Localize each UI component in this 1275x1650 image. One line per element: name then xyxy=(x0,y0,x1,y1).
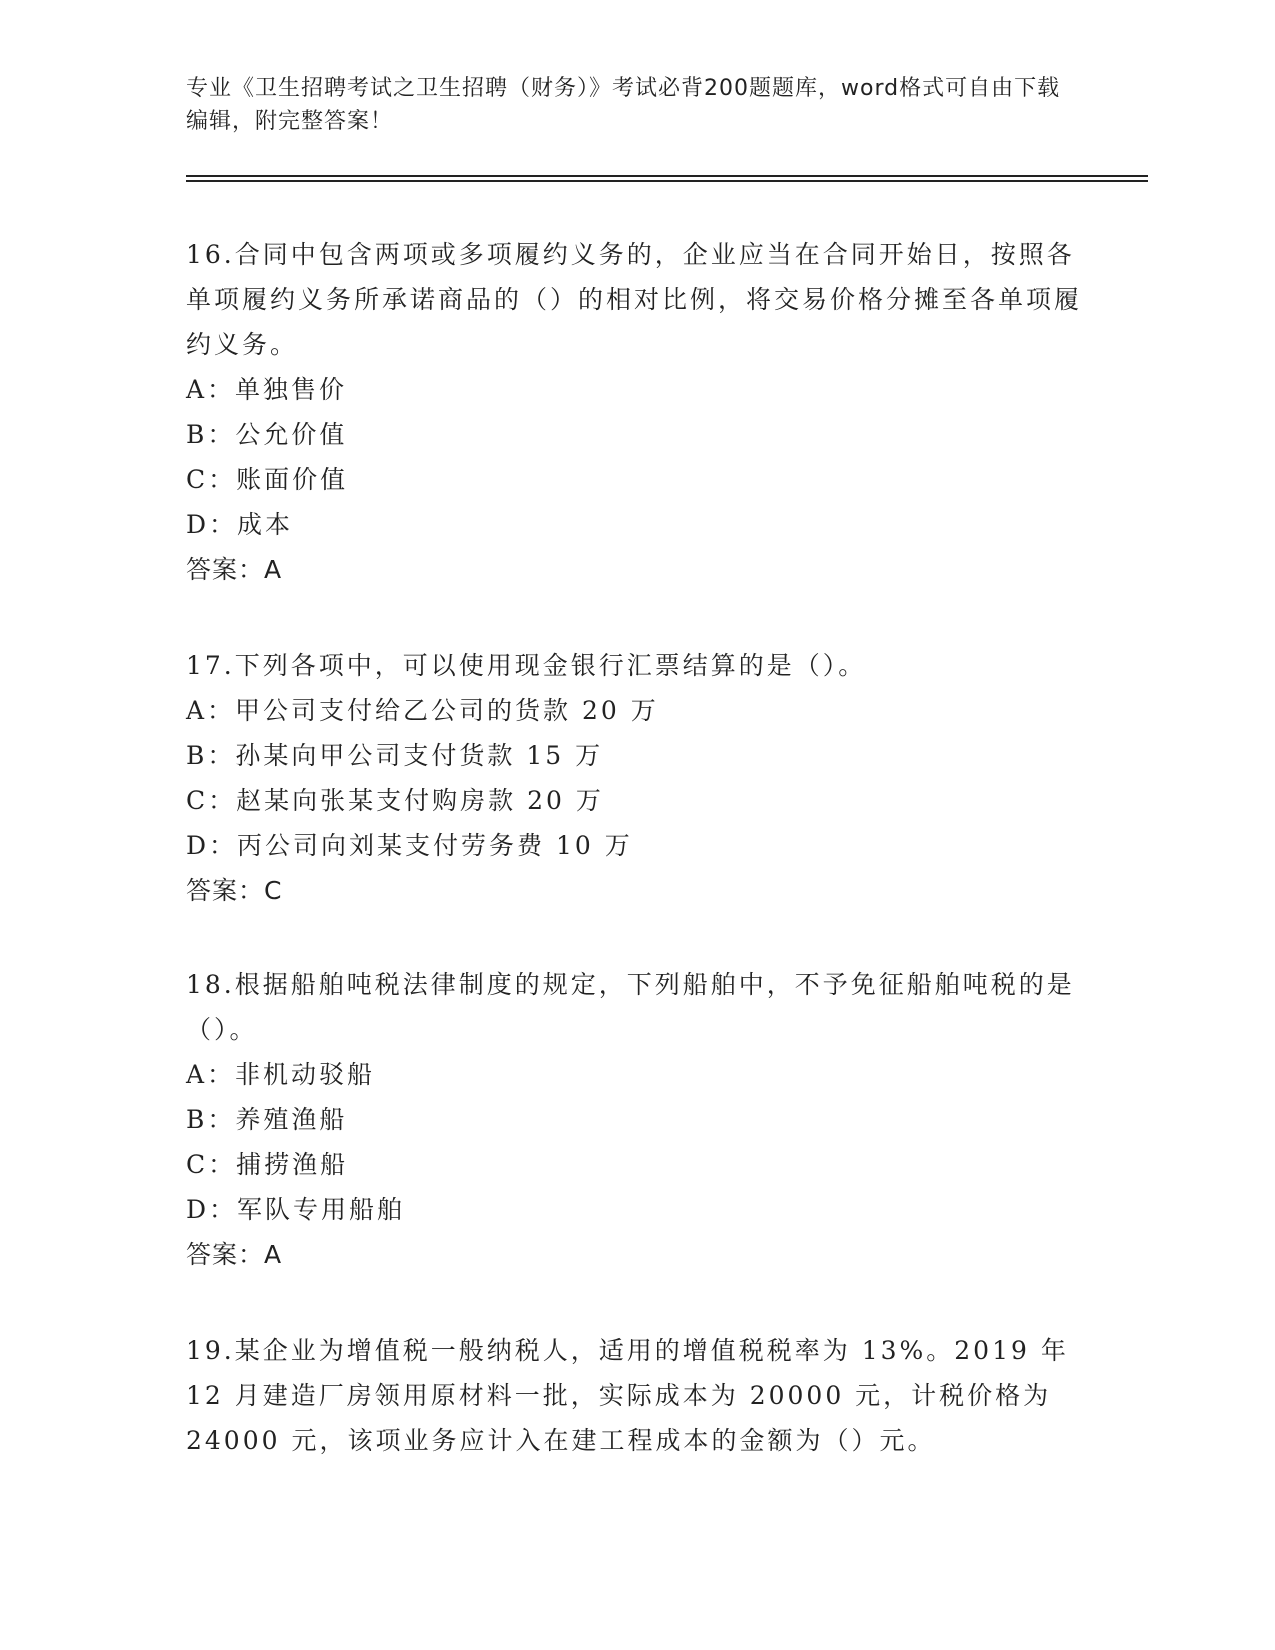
option-c: C：赵某向张某支付购房款 20 万 xyxy=(186,786,604,815)
option-d: D：丙公司向刘某支付劳务费 10 万 xyxy=(186,831,633,860)
option-c: C：捕捞渔船 xyxy=(186,1150,349,1179)
option-b: B：养殖渔船 xyxy=(186,1105,348,1134)
option-a: A：非机动驳船 xyxy=(186,1060,376,1089)
question-18 xyxy=(186,962,1086,1277)
option-a: A：甲公司支付给乙公司的货款 20 万 xyxy=(186,696,659,725)
answer: 答案：A xyxy=(186,1240,283,1269)
option-b: B：孙某向甲公司支付货款 15 万 xyxy=(186,741,604,770)
answer: 答案：A xyxy=(186,555,283,584)
option-a: A：单独售价 xyxy=(186,375,348,404)
question-stem: 16.合同中包含两项或多项履约义务的，企业应当在合同开始日，按照各单项履约义务所承诺商品的（）的相对比例，将交易价格分摊至各单项履约义务。 xyxy=(186,240,1083,359)
option-c: C：账面价值 xyxy=(186,465,349,494)
answer: 答案：C xyxy=(186,876,283,905)
document-header: 专业《卫生招聘考试之卫生招聘（财务）》考试必背200题题库，word格式可自由下载编辑，附完整答案！ xyxy=(186,76,1061,134)
question-16 xyxy=(186,232,1086,592)
header-divider-top xyxy=(186,175,1148,177)
question-stem: 17.下列各项中，可以使用现金银行汇票结算的是（）。 xyxy=(186,651,867,680)
question-17 xyxy=(186,643,1086,913)
question-19 xyxy=(186,1328,1086,1463)
option-d: D：军队专用船舶 xyxy=(186,1195,406,1224)
header-divider-bottom xyxy=(186,180,1148,182)
option-b: B：公允价值 xyxy=(186,420,348,449)
question-stem: 19.某企业为增值税一般纳税人，适用的增值税税率为 13%。2019 年 12 月建造厂房领用原材料一批，实际成本为 20000 元，计税价格为 24000 元，该项业务应计入在建工程成本的金额为（）元。 xyxy=(186,1336,1069,1455)
question-stem: 18.根据船舶吨税法律制度的规定，下列船舶中，不予免征船舶吨税的是（）。 xyxy=(186,970,1075,1044)
option-d: D：成本 xyxy=(186,510,294,539)
